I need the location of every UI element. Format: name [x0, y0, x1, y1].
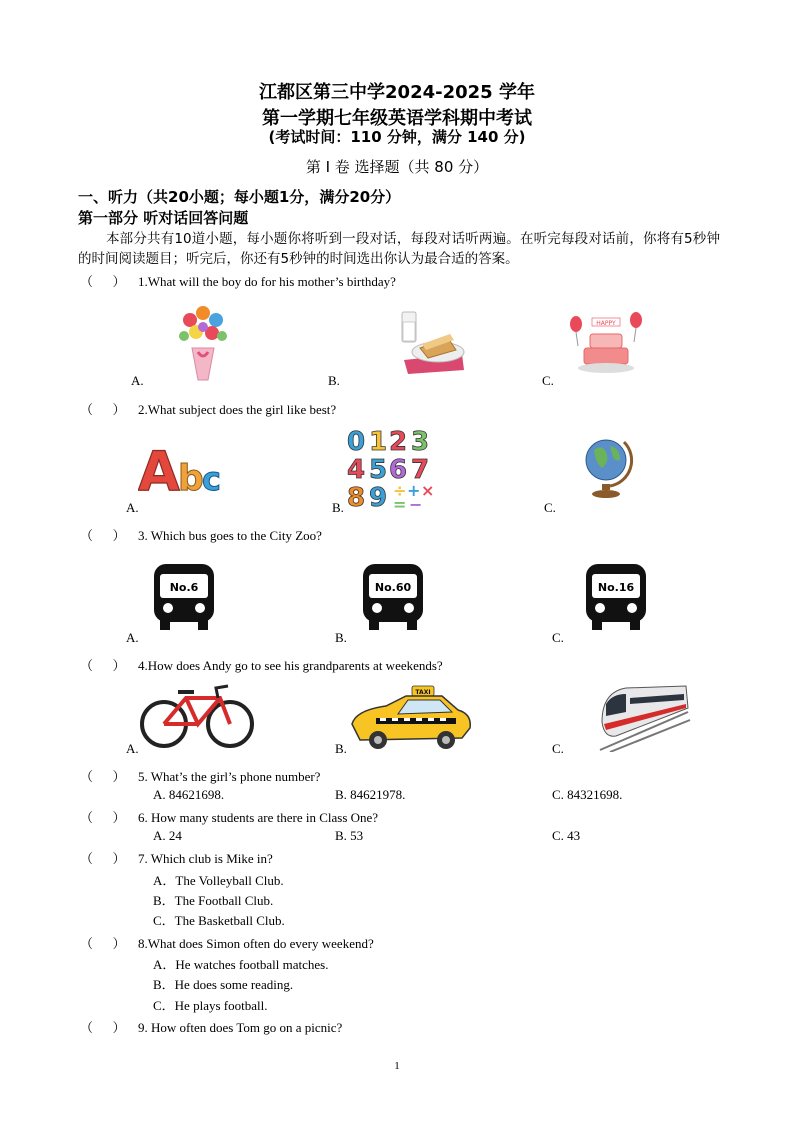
bus-number-label: No.6 [169, 581, 199, 594]
question-9 [80, 1017, 342, 1036]
svg-text:8: 8 [347, 483, 366, 513]
question-text: 9. How often does Tom go on a picnic? [138, 1020, 343, 1035]
question-6 [80, 807, 378, 826]
bus-number-label: No.16 [597, 581, 635, 594]
q5-option-a[interactable]: A. 84621698. [153, 787, 225, 802]
bus-number-label: No.60 [374, 581, 412, 594]
flower-bouquet-icon [172, 300, 234, 382]
train-icon [596, 682, 692, 752]
question-text: 3. Which bus goes to the City Zoo? [138, 528, 322, 543]
answer-blank[interactable]: （ ） [80, 1020, 126, 1035]
question-8 [80, 933, 374, 952]
abc-letters-icon [138, 436, 228, 494]
svg-text:÷: ÷ [393, 481, 407, 500]
q8-option-a[interactable]: A．He watches football matches. [153, 957, 329, 972]
q5-option-b[interactable]: B. 84621978. [335, 787, 406, 802]
bus-icon [152, 560, 216, 632]
cake-sign-text: HAPPY [596, 320, 616, 327]
q7-option-a[interactable]: A．The Volleyball Club. [153, 873, 284, 888]
svg-text:−: − [409, 495, 423, 514]
answer-blank[interactable]: （ ） [80, 810, 126, 825]
q8-option-b[interactable]: B．He does some reading. [153, 977, 294, 992]
q5-option-c[interactable]: C. 84321698. [552, 787, 623, 802]
svg-text:5: 5 [369, 455, 388, 485]
answer-blank[interactable]: （ ） [80, 658, 126, 673]
question-text: 7. Which club is Mike in? [138, 851, 273, 866]
q3-option-b-label: B. [335, 630, 347, 645]
bus-icon [361, 560, 425, 632]
numbers-math-icon [345, 424, 437, 514]
svg-text:2: 2 [389, 427, 408, 457]
svg-text:6: 6 [389, 455, 408, 485]
q7-option-b[interactable]: B．The Football Club. [153, 893, 274, 908]
exam-subtitle: (考试时间：110 分钟，满分 140 分) [268, 128, 526, 146]
birthday-cake-icon [566, 310, 646, 376]
bus-icon [584, 560, 648, 632]
q7-option-c[interactable]: C．The Basketball Club. [153, 913, 285, 928]
question-2 [80, 399, 336, 418]
answer-blank[interactable]: （ ） [80, 528, 126, 543]
svg-text:0: 0 [347, 427, 366, 457]
sandwich-milk-icon [398, 308, 468, 374]
question-text: 8.What does Simon often do every weekend? [138, 936, 374, 951]
question-5 [80, 766, 320, 785]
q1-option-c-label: C. [542, 373, 554, 388]
answer-blank[interactable]: （ ） [80, 769, 126, 784]
svg-text:7: 7 [411, 455, 430, 485]
question-4 [80, 655, 443, 674]
question-3 [80, 525, 322, 544]
taxi-sign-text: TAXI [415, 689, 431, 696]
q1-option-b-label: B. [328, 373, 340, 388]
q4-option-c-label: C. [552, 741, 564, 756]
svg-text:A: A [138, 440, 180, 494]
part-title: 第 I 卷 选择题（共 80 分） [305, 158, 489, 176]
question-text: 2.What subject does the girl like best? [138, 402, 337, 417]
section-intro: 本部分共有10道小题，每小题你将听到一段对话，每段对话听两遍。在听完每段对话前，你将有5秒钟的时间阅读题目；听完后，你还有5秒钟的时间选出你认为最合适的答案。 [78, 231, 720, 267]
q3-option-a-label: A. [126, 630, 139, 645]
q6-option-b[interactable]: B. 53 [335, 828, 364, 843]
answer-blank[interactable]: （ ） [80, 274, 126, 289]
q2-option-a-label: A. [126, 500, 139, 515]
exam-title-subject: 第一学期七年级英语学科期中考试 [262, 108, 532, 129]
question-7 [80, 848, 273, 867]
question-1 [80, 271, 396, 290]
exam-title-school: 江都区第三中学2024-2025 学年 [259, 82, 535, 103]
question-text: 1.What will the boy do for his mother’s birthday? [138, 274, 396, 289]
q6-option-a[interactable]: A. 24 [153, 828, 182, 843]
svg-text:=: = [393, 495, 407, 514]
question-text: 4.How does Andy go to see his grandparents at weekends? [138, 658, 443, 673]
section-heading-listening: 一、听力（共20小题；每小题1分，满分20分） [78, 188, 401, 206]
q6-option-c[interactable]: C. 43 [552, 828, 581, 843]
question-text: 6. How many students are there in Class One? [138, 810, 379, 825]
part1-heading: 第一部分 听对话回答问题 [78, 209, 249, 227]
svg-text:4: 4 [347, 455, 366, 485]
globe-icon [580, 432, 636, 500]
question-text: 5. What’s the girl’s phone number? [138, 769, 321, 784]
answer-blank[interactable]: （ ） [80, 936, 126, 951]
taxi-icon [346, 684, 476, 750]
bicycle-icon [138, 682, 256, 750]
answer-blank[interactable]: （ ） [80, 851, 126, 866]
page-number: 1 [394, 1060, 400, 1072]
svg-text:9: 9 [369, 483, 388, 513]
q2-option-c-label: C. [544, 500, 556, 515]
svg-text:×: × [421, 481, 435, 500]
svg-text:1: 1 [369, 427, 388, 457]
q4-option-a-label: A. [126, 741, 139, 756]
q2-option-b-label: B. [332, 500, 344, 515]
q8-option-c[interactable]: C．He plays football. [153, 998, 268, 1013]
q4-option-b-label: B. [335, 741, 347, 756]
svg-text:3: 3 [411, 427, 430, 457]
svg-text:+: + [407, 481, 421, 500]
answer-blank[interactable]: （ ） [80, 402, 126, 417]
svg-text:c: c [202, 460, 221, 494]
svg-text:b: b [178, 458, 204, 494]
q3-option-c-label: C. [552, 630, 564, 645]
q1-option-a-label: A. [131, 373, 144, 388]
